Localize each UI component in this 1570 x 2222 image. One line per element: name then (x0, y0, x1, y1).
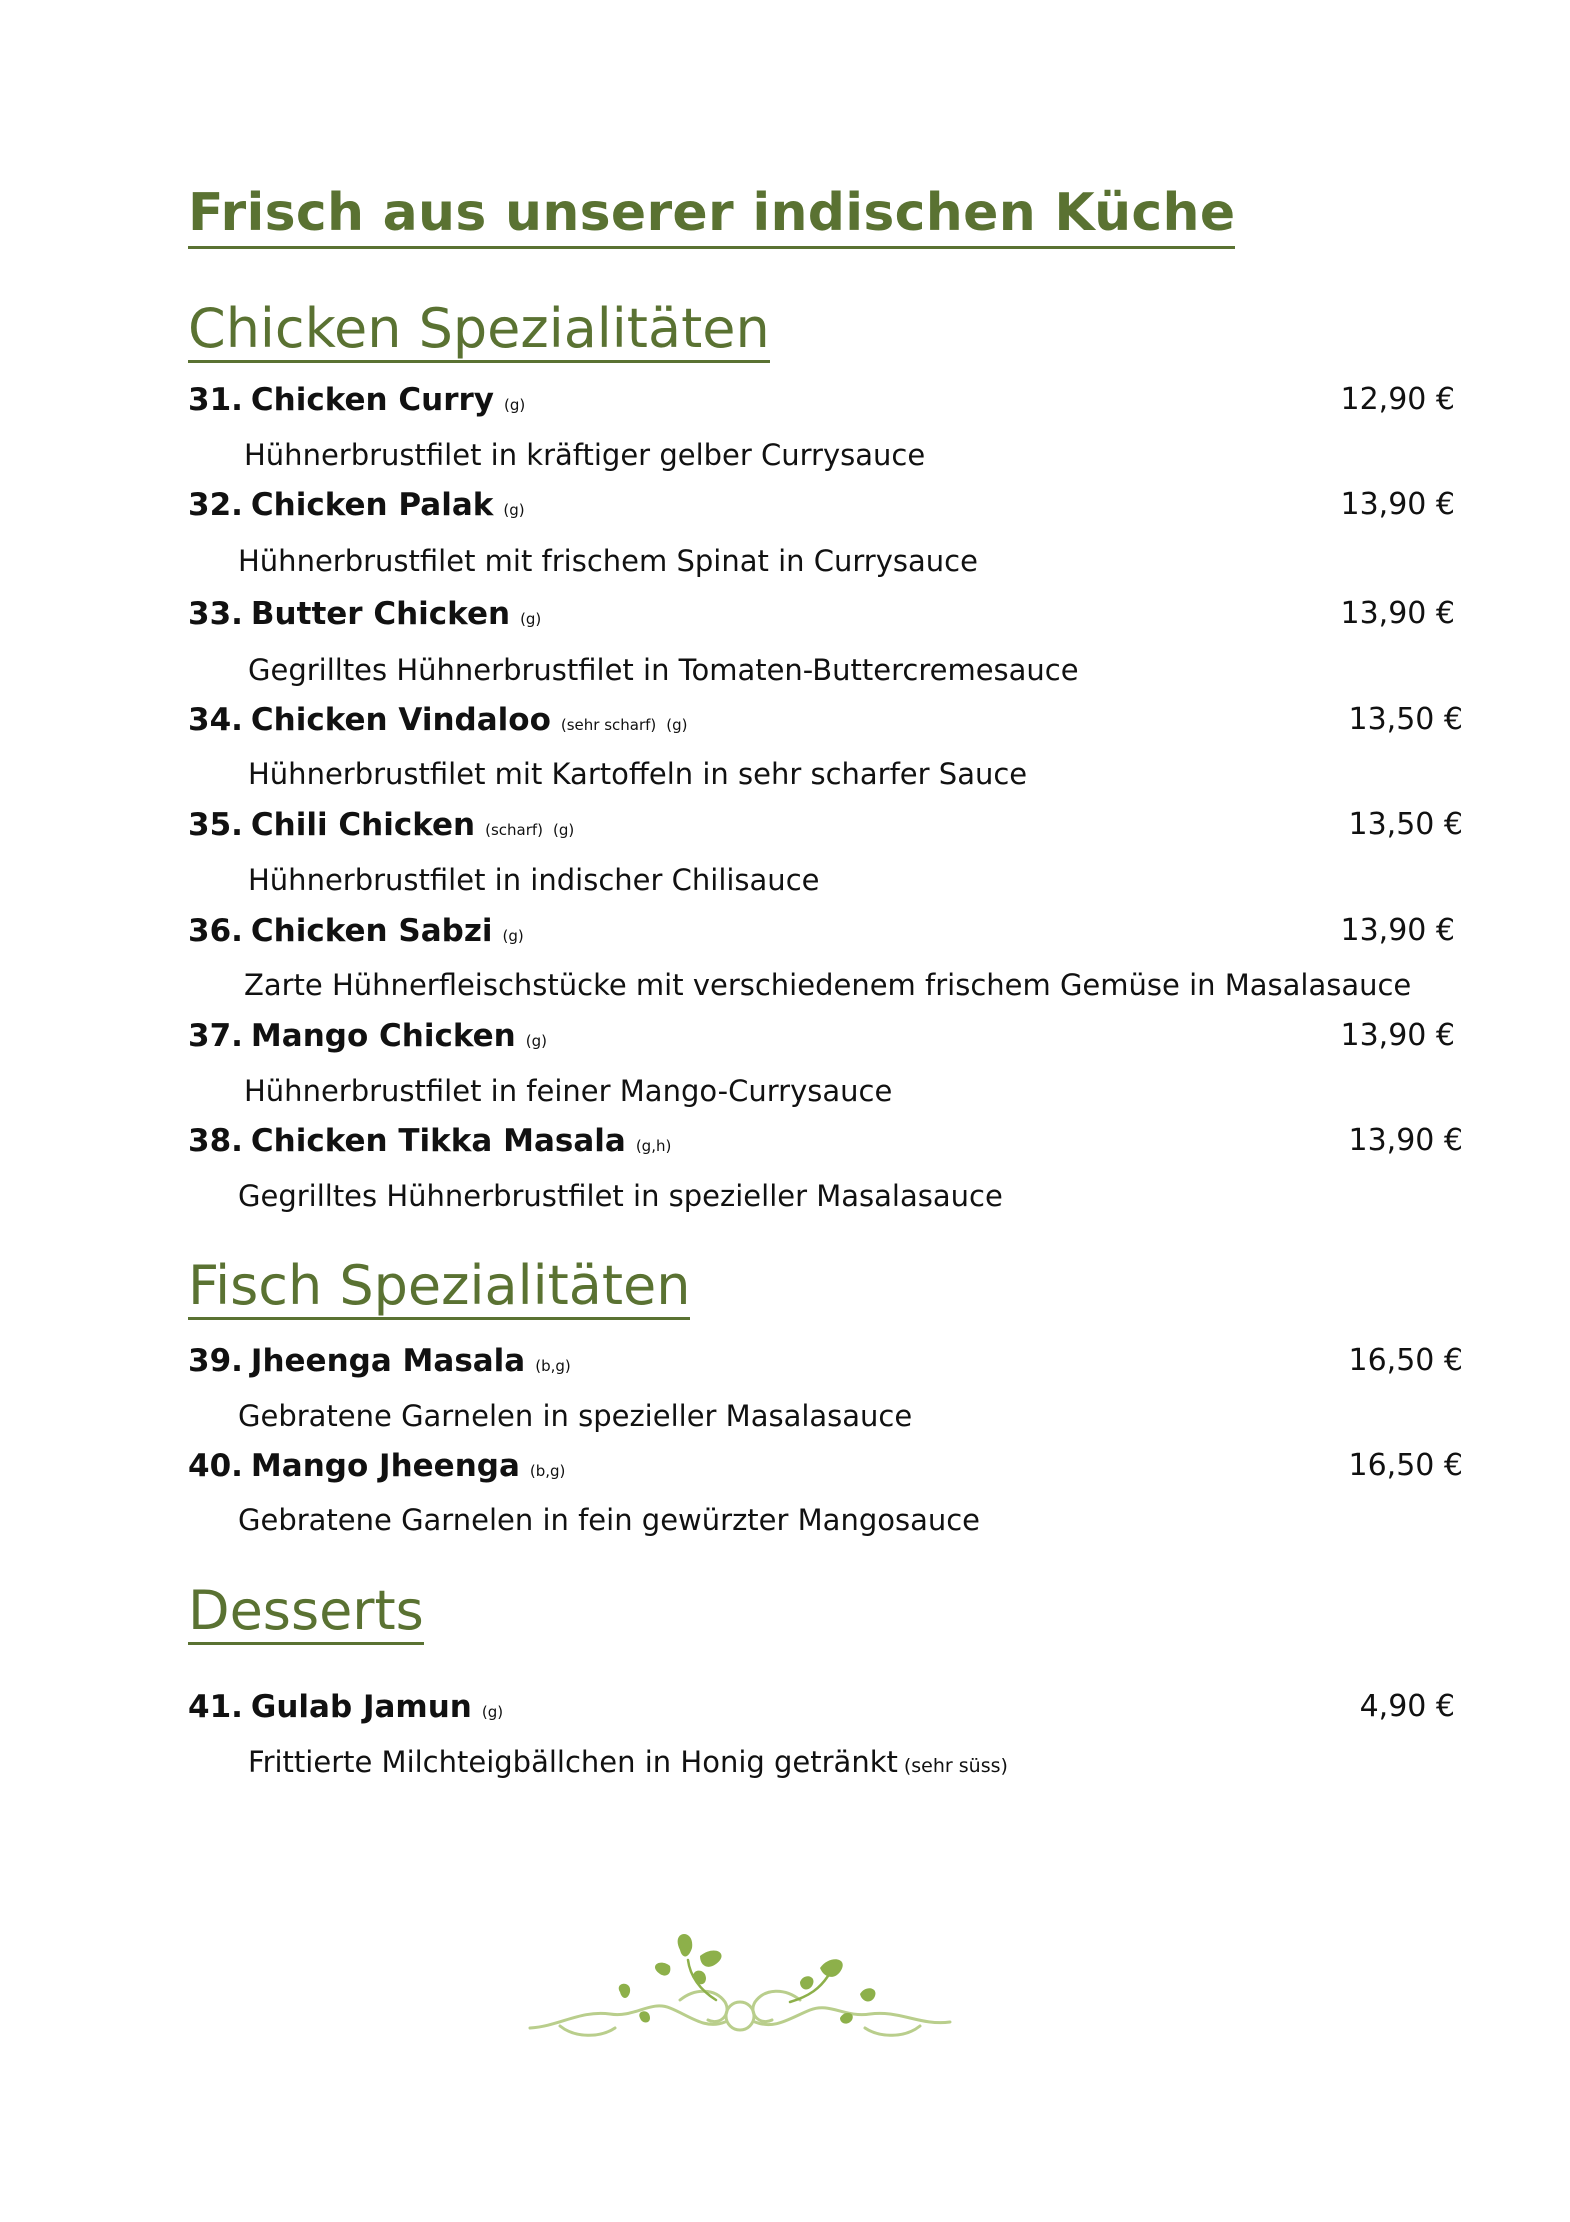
item-number: 31. (188, 382, 243, 418)
item-name: Chicken Sabzi (250, 913, 493, 949)
item-allergens: (g) (503, 501, 525, 519)
item-price: 13,90 € (1340, 596, 1455, 631)
item-number: 34. (188, 702, 243, 738)
section-heading-chicken: Chicken Spezialitäten (188, 298, 770, 363)
section-heading-fisch: Fisch Spezialitäten (188, 1255, 690, 1320)
item-name: Gulab Jamun (250, 1689, 472, 1725)
item-number: 41. (188, 1689, 243, 1725)
item-description: Gebratene Garnelen in spezieller Masalasauce (238, 1399, 913, 1433)
item-name: Chicken Palak (250, 487, 494, 523)
menu-item-41 (188, 1689, 1463, 1726)
item-description: Hühnerbrustfilet mit Kartoffeln in sehr scharfer Sauce (248, 757, 1028, 791)
item-name: Chili Chicken (250, 807, 476, 843)
item-number: 32. (188, 487, 243, 523)
menu-item-37 (188, 1018, 1463, 1055)
menu-item-35 (188, 807, 1463, 844)
item-name: Chicken Curry (250, 382, 495, 418)
item-name: Chicken Vindaloo (250, 702, 551, 738)
item-price: 13,90 € (1340, 487, 1455, 522)
item-number: 36. (188, 913, 243, 949)
item-description: Gebratene Garnelen in fein gewürzter Mangosauce (238, 1503, 981, 1537)
item-price: 4,90 € (1359, 1689, 1455, 1724)
item-price: 13,90 € (1340, 1018, 1455, 1053)
item-allergens: (g) (525, 1032, 547, 1050)
description-text: Frittierte Milchteigbällchen in Honig getränkt (248, 1745, 898, 1779)
item-price: 16,50 € (1348, 1343, 1463, 1378)
item-description: Hühnerbrustfilet mit frischem Spinat in Currysauce (238, 544, 978, 578)
item-note: (scharf) (485, 821, 544, 839)
item-number: 39. (188, 1343, 243, 1379)
item-description: Zarte Hühnerfleischstücke mit verschiedenem frischem Gemüse in Masalasauce (244, 968, 1412, 1002)
item-price: 13,50 € (1348, 702, 1463, 737)
item-note: (sehr scharf) (560, 716, 657, 734)
item-allergens: (g) (502, 927, 524, 945)
menu-item-40 (188, 1448, 1463, 1485)
item-allergens: (g) (666, 716, 688, 734)
item-allergens: (g) (520, 610, 542, 628)
item-allergens: (g) (481, 1703, 504, 1721)
item-allergens: (g,h) (635, 1137, 672, 1155)
item-price: 13,90 € (1348, 1123, 1463, 1158)
item-description: Hühnerbrustfilet in indischer Chilisauce (248, 863, 820, 897)
item-allergens: (b,g) (529, 1462, 566, 1480)
item-name: Chicken Tikka Masala (250, 1123, 626, 1159)
item-description: Gegrilltes Hühnerbrustfilet in Tomaten-Buttercremesauce (248, 653, 1079, 687)
item-description (248, 1745, 1008, 1780)
item-description: Gegrilltes Hühnerbrustfilet in spezieller Masalasauce (238, 1179, 1003, 1213)
item-number: 37. (188, 1018, 243, 1054)
description-note: (sehr süss) (903, 1755, 1008, 1777)
item-price: 16,50 € (1348, 1448, 1463, 1483)
item-name: Butter Chicken (250, 596, 511, 632)
menu-item-39 (188, 1343, 1463, 1380)
menu-item-36 (188, 913, 1463, 950)
item-number: 38. (188, 1123, 243, 1159)
item-description: Hühnerbrustfilet in kräftiger gelber Currysauce (244, 438, 926, 472)
menu-item-38 (188, 1123, 1463, 1160)
item-allergens: (b,g) (535, 1357, 571, 1375)
item-name: Mango Chicken (250, 1018, 516, 1054)
menu-item-31 (188, 382, 1463, 419)
item-allergens: (g) (504, 396, 526, 414)
item-number: 33. (188, 596, 243, 632)
menu-item-33 (188, 596, 1463, 633)
item-price: 13,50 € (1348, 807, 1463, 842)
item-name: Jheenga Masala (250, 1343, 526, 1379)
item-name: Mango Jheenga (250, 1448, 520, 1484)
menu-item-34 (188, 702, 1463, 739)
item-price: 12,90 € (1340, 382, 1455, 417)
item-price: 13,90 € (1340, 913, 1455, 948)
section-heading-desserts: Desserts (188, 1580, 424, 1645)
item-description: Hühnerbrustfilet in feiner Mango-Currysauce (244, 1074, 893, 1108)
page-title: Frisch aus unserer indischen Küche (188, 184, 1235, 249)
item-allergens: (g) (553, 821, 575, 839)
floral-vine-ornament-icon (520, 1930, 960, 2050)
item-number: 40. (188, 1448, 243, 1484)
menu-item-32 (188, 487, 1463, 524)
item-number: 35. (188, 807, 243, 843)
